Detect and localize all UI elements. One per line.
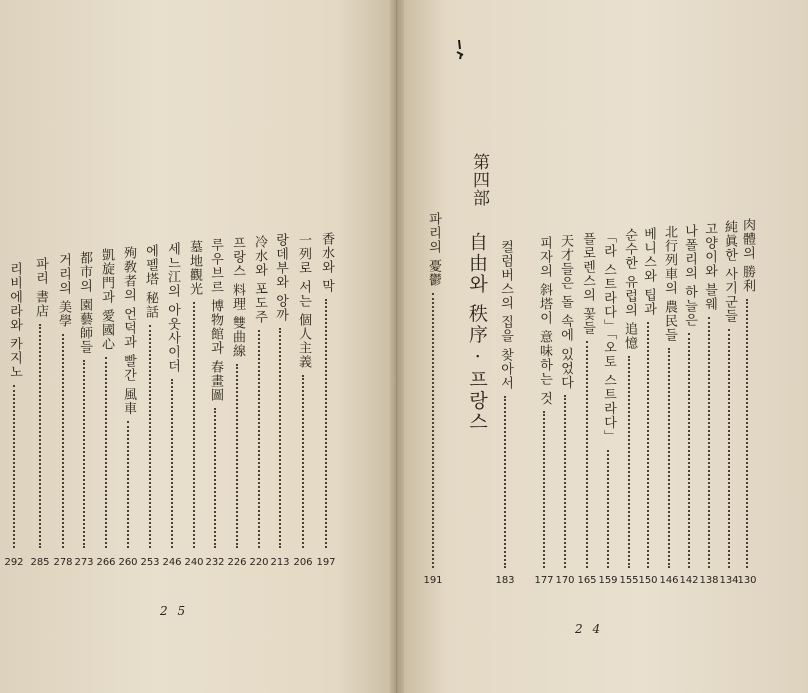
toc-page-number: 142 <box>679 575 699 586</box>
toc-entry <box>640 0 656 693</box>
toc-page-number: 226 <box>227 557 247 568</box>
toc-entry <box>600 0 616 693</box>
toc-entry <box>681 0 697 693</box>
toc-entry-title: 凱旋門과 愛國心 <box>99 248 114 352</box>
toc-page-number: 246 <box>162 557 182 568</box>
toc-page-number: 273 <box>74 557 94 568</box>
ink-mark-icon <box>455 38 467 60</box>
toc-entry <box>425 0 441 693</box>
toc-entry-title: 프랑스 料理 雙曲線 <box>230 236 245 359</box>
toc-entry-title: 컬럼버스의 집을 찾아서 <box>498 240 513 391</box>
toc-entry-title: 세느江의 아웃사이더 <box>165 242 180 374</box>
toc-entry <box>272 0 288 693</box>
toc-entry-title: 北行列車의 農民들 <box>662 225 677 343</box>
toc-entry <box>557 0 573 693</box>
toc-entry <box>251 0 267 693</box>
toc-page-number: 165 <box>577 575 597 586</box>
toc-entry <box>497 0 513 693</box>
toc-leader-dots <box>564 395 568 568</box>
toc-leader-dots <box>708 317 712 568</box>
toc-entry-title: 殉敎者의 언덕과 빨간 風車 <box>121 246 136 416</box>
toc-page-number: 150 <box>638 575 658 586</box>
toc-entry-title: 거리의 美學 <box>56 253 71 329</box>
toc-entry-title: 에펠塔 秘話 <box>143 244 158 320</box>
toc-entry <box>55 0 71 693</box>
toc-entry <box>661 0 677 693</box>
toc-leader-dots <box>39 324 43 548</box>
toc-entry <box>579 0 595 693</box>
toc-leader-dots <box>149 325 153 548</box>
toc-entry-title: 純眞한 사기군들 <box>722 220 737 324</box>
toc-page-number: 292 <box>4 557 24 568</box>
toc-entry <box>739 0 755 693</box>
toc-leader-dots <box>325 299 329 548</box>
toc-leader-dots <box>258 330 262 548</box>
toc-entry-title: 파리 書店 <box>33 257 48 319</box>
toc-leader-dots <box>746 299 750 568</box>
toc-entry-title: 「라 스트라다」「오토 스트라다」 <box>601 230 616 444</box>
toc-leader-dots <box>647 322 651 568</box>
toc-entry-title: 순수한 유럽의 追憶 <box>622 228 637 351</box>
toc-page-number: 213 <box>270 557 290 568</box>
toc-entry <box>76 0 92 693</box>
toc-entry-title: 나폴리의 하늘은 <box>682 224 697 328</box>
toc-entry <box>318 0 334 693</box>
toc-entry-title: 肉體의 勝利 <box>740 218 755 294</box>
toc-entry-title: 冷水와 포도주 <box>252 235 267 325</box>
toc-leader-dots <box>688 333 692 568</box>
right-page <box>397 0 808 693</box>
toc-entry-title: 天才들은 돌 속에 있었다 <box>558 234 573 390</box>
toc-page-number: 177 <box>534 575 554 586</box>
toc-entry <box>120 0 136 693</box>
toc-leader-dots <box>13 385 17 548</box>
toc-page-number: 197 <box>316 557 336 568</box>
toc-leader-dots <box>236 364 240 548</box>
toc-page-number: 253 <box>140 557 160 568</box>
toc-leader-dots <box>279 328 283 548</box>
toc-leader-dots <box>62 334 66 548</box>
toc-entry-title: 고양이와 블웨 <box>702 222 717 312</box>
toc-leader-dots <box>504 396 508 568</box>
toc-leader-dots <box>728 329 732 568</box>
toc-page-number: 278 <box>53 557 73 568</box>
toc-leader-dots <box>83 360 87 548</box>
toc-entry-title: 랑데부와 앙까 <box>273 233 288 323</box>
toc-entry-title: 리비에라와 카지노 <box>7 262 22 380</box>
toc-entry-title: 香水와 막 <box>319 232 334 294</box>
toc-leader-dots <box>127 421 131 548</box>
toc-page-number: 266 <box>96 557 116 568</box>
toc-entry-title: 플로렌스의 꽃들 <box>580 232 595 336</box>
toc-entry <box>721 0 737 693</box>
toc-page-number: 183 <box>495 575 515 586</box>
toc-entry <box>295 0 311 693</box>
toc-entry <box>229 0 245 693</box>
toc-entry-title: 都市의 園藝師들 <box>77 251 92 355</box>
toc-page-number: 240 <box>184 557 204 568</box>
toc-page-number: 206 <box>293 557 313 568</box>
right-page-number: 2 4 <box>575 622 604 636</box>
toc-entry <box>142 0 158 693</box>
toc-page-number: 146 <box>659 575 679 586</box>
part-title: 自由와 秩序 · 프랑스 <box>466 232 488 433</box>
toc-page-number: 191 <box>423 575 443 586</box>
toc-page-number: 134 <box>719 575 739 586</box>
toc-entry-title: 베니스와 팁과 <box>641 227 656 317</box>
part-label: 第四部 <box>469 153 489 207</box>
toc-page-number: 130 <box>737 575 757 586</box>
toc-leader-dots <box>628 356 632 568</box>
toc-page-number: 232 <box>205 557 225 568</box>
left-page <box>0 0 397 693</box>
toc-leader-dots <box>607 450 611 568</box>
toc-page-number: 285 <box>30 557 50 568</box>
toc-leader-dots <box>214 408 218 548</box>
toc-entry <box>186 0 202 693</box>
toc-entry <box>701 0 717 693</box>
toc-entry <box>6 0 22 693</box>
toc-leader-dots <box>105 357 109 548</box>
toc-page-number: 220 <box>249 557 269 568</box>
toc-entry-title: 피자의 斜塔이 意味하는 것 <box>537 236 552 406</box>
toc-entry <box>164 0 180 693</box>
toc-leader-dots <box>668 348 672 568</box>
toc-entry-title: 一列로 서는 個人主義 <box>296 233 311 370</box>
toc-entry <box>536 0 552 693</box>
toc-leader-dots <box>302 375 306 548</box>
toc-page-number: 138 <box>699 575 719 586</box>
toc-page-number: 155 <box>619 575 639 586</box>
toc-leader-dots <box>171 379 175 548</box>
toc-entry <box>621 0 637 693</box>
toc-entry <box>207 0 223 693</box>
toc-leader-dots <box>432 293 436 568</box>
book-gutter <box>390 0 404 693</box>
toc-entry <box>32 0 48 693</box>
toc-page-number: 170 <box>555 575 575 586</box>
toc-entry-title: 루우브르 博物館과 春畫圖 <box>208 238 223 403</box>
toc-entry-title: 墓地觀光 <box>187 240 202 296</box>
toc-entry-title: 파리의 憂鬱 <box>426 212 441 288</box>
left-page-number: 2 5 <box>160 604 189 618</box>
toc-leader-dots <box>543 411 547 568</box>
toc-leader-dots <box>586 341 590 568</box>
toc-entry <box>98 0 114 693</box>
toc-page-number: 260 <box>118 557 138 568</box>
toc-page-number: 159 <box>598 575 618 586</box>
toc-leader-dots <box>193 302 197 548</box>
